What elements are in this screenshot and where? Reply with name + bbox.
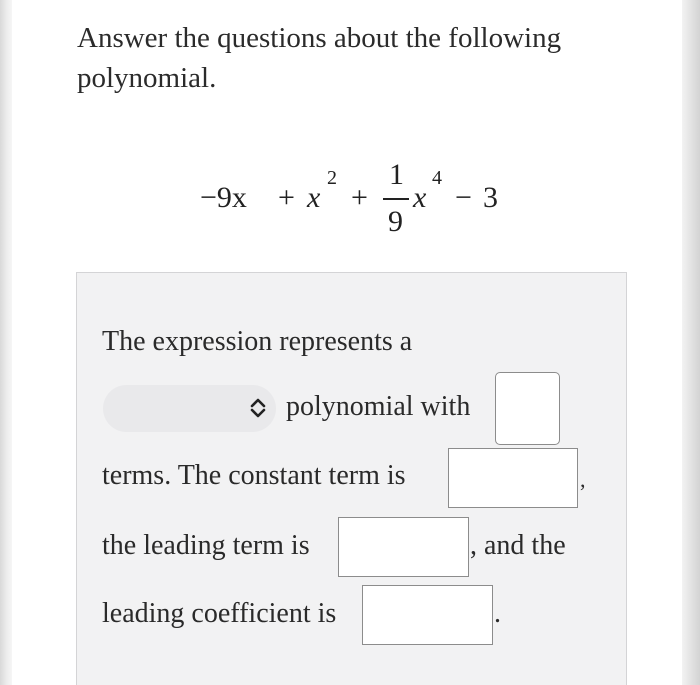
question-text: Answer the questions about the following polynomial. (77, 22, 562, 94)
chevron-up-down-icon (248, 395, 268, 421)
leading-term-input[interactable] (338, 517, 469, 577)
plus-sign-1: + (278, 181, 295, 214)
constant-term-input[interactable] (448, 448, 578, 508)
panel-line-4: the leading term is (102, 530, 310, 561)
minus-sign: − (455, 181, 472, 214)
and-the-text: , and the (470, 530, 566, 561)
exponent-4: 4 (432, 167, 442, 189)
plus-sign-2: + (351, 181, 368, 214)
panel-line-1: The expression represents a (102, 326, 413, 357)
var-x-squared: x (307, 181, 321, 214)
fraction-denominator: 9 (388, 205, 403, 238)
panel-line-5: leading coefficient is (102, 598, 337, 629)
term-neg-9x: −9x (200, 181, 247, 214)
exponent-2: 2 (327, 167, 337, 189)
left-edge-shadow (0, 0, 12, 685)
var-x-fourth: x (413, 181, 427, 214)
after-select-text: polynomial with (286, 391, 471, 422)
fraction-bar (383, 198, 409, 200)
constant-3: 3 (483, 181, 498, 214)
fraction-numerator: 1 (389, 158, 404, 191)
final-period: . (494, 598, 501, 629)
polynomial-type-select[interactable] (103, 385, 276, 432)
panel-line-3: terms. The constant term is (102, 460, 406, 491)
leading-coefficient-input[interactable] (362, 585, 493, 645)
right-edge-shadow (682, 0, 700, 685)
comma-after-constant: , (580, 467, 586, 492)
number-of-terms-input[interactable] (495, 372, 560, 445)
